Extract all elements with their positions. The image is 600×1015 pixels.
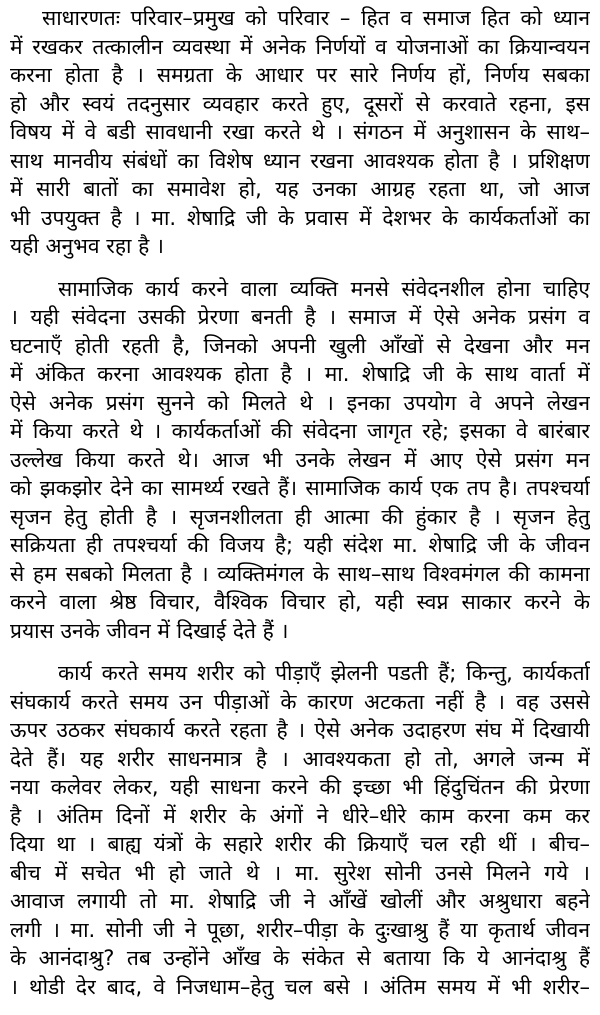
text-line: नया कलेवर लेकर, यही साधना करने की इच्छा भी हिंदुचिंतन की प्रेरणा: [10, 775, 590, 799]
text-line: ऊपर उठकर संघकार्य करते रहता है । ऐसे अनेक उदाहरण संघ में दिखायी: [10, 718, 590, 742]
text-line: सामाजिक कार्य करने वाला व्यक्ति मनसे संवेदनशील होना चाहिए: [58, 276, 590, 301]
text-line: साधारणतः परिवार–प्रमुख को परिवार – हित व समाज हित को ध्यान: [42, 6, 590, 30]
text-line: उल्लेख किया करते थे। आज भी उनके लेखन में आए ऐसे प्रसंग मन: [10, 447, 590, 472]
paragraph: [10, 659, 590, 1001]
text-line: भी उपयुक्त है । मा. शेषाद्रि जी के प्रवास में देशभर के कार्यकर्ताओं का: [10, 205, 590, 230]
text-line: में किया करते थे । कार्यकर्ताओं की संवेदना जागृत रहे; इसका वे बारंबार: [10, 419, 590, 443]
text-line: । यही संवेदना उसकी प्रेरणा बनती है । समाज में ऐसे अनेक प्रसंग व: [10, 305, 590, 329]
text-line: साथ मानवीय संबंधों का विशेष ध्यान रखना आवश्यक होता है । प्रशिक्षण: [10, 148, 590, 173]
text-line: में रखकर तत्कालीन व्यवस्था में अनेक निर्णयों व योजनाओं का क्रियान्वयन: [10, 34, 590, 59]
text-line: आवाज लगायी तो मा. शेषाद्रि जी ने आँखें खोलीं और अश्रुधारा बहने: [10, 889, 590, 913]
text-line: सृजन हेतु होती है । सृजनशीलता ही आत्मा की हुंकार है । सृजन हेतु: [10, 504, 590, 529]
text-line: है । अंतिम दिनों में शरीर के अंगों ने धीरे–धीरे काम करना कम कर: [10, 803, 590, 828]
text-line: करना होता है । समग्रता के आधार पर सारे निर्णय हों, निर्णय सबका: [10, 63, 590, 87]
text-line: यही अनुभव रहा है ।: [10, 234, 164, 258]
document-page: [10, 4, 590, 1015]
text-line: लगी । मा. सोनी जी ने पूछा, शरीर–पीड़ा के दुःखाश्रु हैं या कृतार्थ जीवन: [10, 917, 590, 942]
text-line: में अंकित करना आवश्यक होता है । मा. शेषाद्रि जी के साथ वार्ता में: [10, 362, 590, 386]
text-line: विषय में वे बडी सावधानी रखा करते थे । संगठन में अनुशासन के साथ–: [10, 120, 590, 144]
text-line: प्रयास उनके जीवन में दिखाई देते हैं ।: [10, 618, 289, 643]
text-line: को झकझोर देने का सामर्थ्य रखते हैं। सामाजिक कार्य एक तप है। तपश्चर्या: [10, 476, 590, 500]
text-line: देते हैं। यह शरीर साधनमात्र है । आवश्यकता हो तो, अगले जन्म में: [10, 746, 590, 771]
text-line: सक्रियता ही तपश्चर्या की विजय है; यही संदेश मा. शेषाद्रि जी के जीवन: [10, 533, 590, 557]
text-line: कार्य करते समय शरीर को पीड़ाएँ झेलनी पडती हैं; किन्तु, कार्यकर्ता: [58, 661, 590, 685]
text-line: घटनाएँ होती रहती है, जिनको अपनी खुली आँखों से देखना और मन: [10, 333, 590, 358]
text-line: के आनंदाश्रु? तब उन्होंने आँख के संकेत से बताया कि ये आनंदाश्रु हैं: [10, 946, 590, 970]
text-line: में सारी बातों का समावेश हो, यह उनका आग्रह रहता था, जो आज: [10, 177, 590, 201]
paragraph: [10, 275, 590, 646]
text-line: । थोडी देर बाद, वे निजधाम–हेतु चल बसे । अंतिम समय में भी शरीर–: [10, 974, 590, 999]
text-line: संघकार्य करते समय उन पीड़ाओं के कारण अटकता नहीं है । वह उससे: [10, 689, 590, 714]
text-line: ऐसे अनेक प्रसंग सुनने को मिलते थे । इनका उपयोग वे अपने लेखन: [10, 390, 590, 415]
text-line: करने वाला श्रेष्ठ विचार, वैश्विक विचार हो, यही स्वप्न साकार करने के: [10, 590, 590, 614]
text-line: दिया था । बाह्य यंत्रों के सहारे शरीर की क्रियाएँ चल रही थीं । बीच–: [10, 832, 590, 856]
text-line: से हम सबको मिलता है । व्यक्तिमंगल के साथ–साथ विश्वमंगल की कामना: [10, 561, 590, 586]
text-line: हो और स्वयं तदनुसार व्यवहार करते हुए, दूसरों से करवाते रहना, इस: [10, 91, 590, 116]
paragraph: [10, 4, 590, 261]
text-line: बीच में सचेत भी हो जाते थे । मा. सुरेश सोनी उनसे मिलने गये ।: [10, 860, 590, 885]
